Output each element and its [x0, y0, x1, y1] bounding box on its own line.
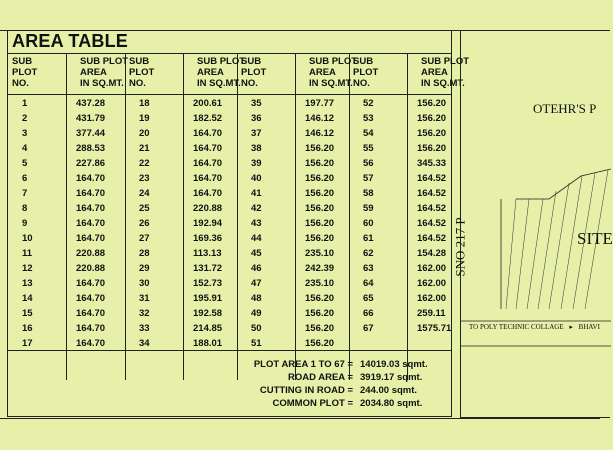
column-divider [295, 53, 296, 380]
sub-plot-number: 6 [22, 173, 28, 184]
sub-plot-number: 8 [22, 203, 28, 214]
header-divider [8, 94, 451, 95]
road-label-text: TO POLY TECHNIC COLLAGE [469, 323, 564, 331]
sub-plot-number: 7 [22, 188, 28, 199]
sub-plot-number: 13 [22, 278, 33, 289]
sub-plot-number: 28 [139, 248, 150, 259]
sub-plot-number: 29 [139, 263, 150, 274]
sub-plot-number: 25 [139, 203, 150, 214]
sub-plot-area: 113.13 [193, 248, 222, 259]
sub-plot-area: 146.12 [305, 113, 335, 124]
sub-plot-area: 156.20 [305, 158, 335, 169]
sub-plot-number: 12 [22, 263, 33, 274]
summary-value: 244.00 sqmt. [360, 385, 418, 396]
sub-plot-area: 220.88 [76, 248, 106, 259]
sub-plot-area: 164.52 [417, 218, 447, 229]
sub-plot-number: 10 [22, 233, 33, 244]
sub-plot-area: 154.28 [417, 248, 447, 259]
sub-plot-area: 156.20 [417, 98, 447, 109]
sub-plot-number: 14 [22, 293, 33, 304]
sub-plot-number: 23 [139, 173, 150, 184]
sub-plot-number: 31 [139, 293, 150, 304]
sub-plot-number: 47 [251, 278, 262, 289]
summary-label: CUTTING IN ROAD = [259, 385, 353, 396]
summary-label: COMMON PLOT = [272, 398, 353, 409]
sub-plot-area: 214.85 [193, 323, 223, 334]
sub-plot-area: 188.01 [193, 338, 223, 349]
sub-plot-area: 156.20 [417, 128, 447, 139]
sub-plot-area: 156.20 [305, 143, 335, 154]
sub-plot-area: 156.20 [305, 173, 335, 184]
sub-plot-area: 164.70 [193, 188, 223, 199]
sub-plot-area: 227.86 [76, 158, 106, 169]
sub-plot-area: 192.58 [193, 308, 223, 319]
table-body-bottom-divider [8, 350, 451, 351]
sub-plot-number: 60 [363, 218, 374, 229]
sub-plot-area: 437.28 [76, 98, 106, 109]
sub-plot-number: 26 [139, 218, 150, 229]
sub-plot-area: 164.70 [193, 158, 223, 169]
site-map-drawing [461, 31, 611, 419]
sub-plot-number: 39 [251, 158, 262, 169]
sub-plot-area: 288.53 [76, 143, 106, 154]
site-boundary [461, 169, 611, 346]
sub-plot-number: 63 [363, 263, 374, 274]
sub-plot-area: 156.20 [305, 203, 335, 214]
sub-plot-number: 21 [139, 143, 150, 154]
header-sub-plot-no: SUB PLOT NO. [129, 56, 155, 89]
sub-plot-area: 164.70 [76, 188, 106, 199]
sub-plot-area: 242.39 [305, 263, 335, 274]
sub-plot-area: 162.00 [417, 263, 447, 274]
sub-plot-area: 156.20 [417, 113, 447, 124]
sub-plot-number: 16 [22, 323, 33, 334]
title-divider [8, 53, 451, 54]
sub-plot-area: 152.73 [193, 278, 223, 289]
header-sub-plot-no: SUB PLOT NO. [353, 56, 379, 89]
sub-plot-area: 200.61 [193, 98, 223, 109]
sub-plot-number: 32 [139, 308, 150, 319]
sub-plot-number: 22 [139, 158, 150, 169]
sub-plot-number: 51 [251, 338, 262, 349]
sub-plot-area: 156.20 [305, 218, 335, 229]
road-label-right: BHAVI [578, 323, 600, 331]
sub-plot-area: 164.70 [76, 278, 106, 289]
sub-plot-area: 146.12 [305, 128, 335, 139]
column-divider [407, 53, 408, 380]
sub-plot-area: 377.44 [76, 128, 106, 139]
sub-plot-area: 164.70 [76, 323, 106, 334]
column-divider [183, 53, 184, 380]
sub-plot-number: 50 [251, 323, 262, 334]
sub-plot-number: 44 [251, 233, 262, 244]
sub-plot-area: 156.20 [305, 308, 335, 319]
others-plot-label: OTEHR'S P [533, 101, 597, 116]
sub-plot-number: 42 [251, 203, 262, 214]
sub-plot-number: 18 [139, 98, 150, 109]
sub-plot-number: 54 [363, 128, 374, 139]
header-sub-plot-no: SUB PLOT NO. [241, 56, 267, 89]
sub-plot-number: 37 [251, 128, 262, 139]
sub-plot-number: 48 [251, 293, 262, 304]
sub-plot-area: 220.88 [76, 263, 106, 274]
sub-plot-number: 17 [22, 338, 33, 349]
sub-plot-number: 33 [139, 323, 150, 334]
sub-plot-number: 45 [251, 248, 262, 259]
sub-plot-number: 11 [22, 248, 33, 259]
summary-value: 14019.03 sqmt. [360, 359, 428, 370]
sub-plot-number: 49 [251, 308, 262, 319]
area-table-title: AREA TABLE [12, 31, 128, 51]
sub-plot-area: 169.36 [193, 233, 223, 244]
road-direction-label [469, 323, 600, 331]
sub-plot-number: 4 [22, 143, 28, 154]
sub-plot-number: 58 [363, 188, 374, 199]
sub-plot-number: 34 [139, 338, 150, 349]
summary-label: PLOT AREA 1 TO 67 = [253, 359, 353, 370]
site-map-panel [452, 30, 613, 418]
header-sub-plot-area: SUB PLOT AREA IN SQ.MT. [80, 56, 129, 89]
sub-plot-number: 52 [363, 98, 374, 109]
sub-plot-area: 156.20 [305, 338, 335, 349]
sub-plot-number: 35 [251, 98, 262, 109]
column-divider [66, 53, 67, 380]
sub-plot-area: 164.52 [417, 233, 447, 244]
sub-plot-area: 162.00 [417, 278, 447, 289]
sub-plot-number: 15 [22, 308, 33, 319]
header-sub-plot-area: SUB PLOT AREA IN SQ.MT. [421, 56, 470, 89]
column-divider [349, 53, 350, 380]
sub-plot-area: 164.70 [76, 338, 106, 349]
sub-plot-number: 36 [251, 113, 262, 124]
sub-plot-number: 38 [251, 143, 262, 154]
sub-plot-area: 164.52 [417, 203, 447, 214]
sub-plot-area: 156.20 [417, 143, 447, 154]
sub-plot-area: 195.91 [193, 293, 223, 304]
sub-plot-number: 55 [363, 143, 374, 154]
sub-plot-area: 156.20 [305, 323, 335, 334]
header-sub-plot-no: SUB PLOT NO. [12, 56, 38, 89]
sub-plot-area: 1575.71 [417, 323, 452, 334]
sub-plot-number: 41 [251, 188, 262, 199]
sub-plot-number: 20 [139, 128, 150, 139]
sub-plot-number: 66 [363, 308, 374, 319]
sub-plot-number: 43 [251, 218, 262, 229]
sub-plot-area: 156.20 [305, 188, 335, 199]
summary-value: 3919.17 sqmt. [360, 372, 423, 383]
sub-plot-area: 164.70 [76, 173, 106, 184]
sub-plot-area: 197.77 [305, 98, 335, 109]
sub-plot-area: 164.70 [76, 218, 106, 229]
sub-plot-area: 431.79 [76, 113, 106, 124]
header-sub-plot-area: SUB PLOT AREA IN SQ.MT. [197, 56, 246, 89]
sub-plot-number: 56 [363, 158, 374, 169]
sub-plot-number: 27 [139, 233, 150, 244]
sub-plot-area: 164.70 [76, 233, 106, 244]
sub-plot-area: 164.70 [76, 203, 106, 214]
sub-plot-area: 345.33 [417, 158, 447, 169]
sub-plot-area: 164.70 [193, 173, 223, 184]
sub-plot-number: 2 [22, 113, 28, 124]
sub-plot-area: 164.70 [76, 308, 106, 319]
sub-plot-area: 164.70 [76, 293, 106, 304]
sub-plot-number: 40 [251, 173, 262, 184]
sub-plot-area: 164.52 [417, 188, 447, 199]
sub-plot-area: 192.94 [193, 218, 223, 229]
site-label: SITE [577, 229, 613, 248]
sub-plot-number: 53 [363, 113, 374, 124]
sub-plot-number: 67 [363, 323, 374, 334]
sub-plot-number: 9 [22, 218, 28, 229]
sub-plot-number: 57 [363, 173, 374, 184]
sub-plot-area: 259.11 [417, 308, 446, 319]
sub-plot-number: 61 [363, 233, 374, 244]
sub-plot-area: 156.20 [305, 233, 335, 244]
sub-plot-number: 46 [251, 263, 262, 274]
sub-plot-area: 131.72 [193, 263, 223, 274]
column-divider [125, 53, 126, 380]
sub-plot-number: 1 [22, 98, 28, 109]
summary-value: 2034.80 sqmt. [360, 398, 423, 409]
sub-plot-number: 59 [363, 203, 374, 214]
sub-plot-number: 65 [363, 293, 374, 304]
road-arrow-icon: ▸ [569, 323, 573, 331]
sub-plot-number: 62 [363, 248, 374, 259]
sub-plot-number: 3 [22, 128, 28, 139]
sub-plot-area: 235.10 [305, 248, 335, 259]
sub-plot-area: 156.20 [305, 293, 335, 304]
sub-plot-area: 182.52 [193, 113, 223, 124]
sub-plot-area: 164.70 [193, 143, 223, 154]
survey-number-label: SNO 217 P [452, 217, 468, 277]
sub-plot-number: 5 [22, 158, 28, 169]
sub-plot-area: 162.00 [417, 293, 447, 304]
sub-plot-number: 30 [139, 278, 150, 289]
sub-plot-number: 64 [363, 278, 374, 289]
sub-plot-number: 19 [139, 113, 150, 124]
sub-plot-area: 164.70 [193, 128, 223, 139]
sub-plot-area: 164.52 [417, 173, 447, 184]
sub-plot-area: 235.10 [305, 278, 335, 289]
column-divider [237, 53, 238, 380]
sub-plot-number: 24 [139, 188, 150, 199]
summary-label: ROAD AREA = [287, 372, 353, 383]
header-sub-plot-area: SUB PLOT AREA IN SQ.MT. [309, 56, 358, 89]
sub-plot-area: 220.88 [193, 203, 223, 214]
